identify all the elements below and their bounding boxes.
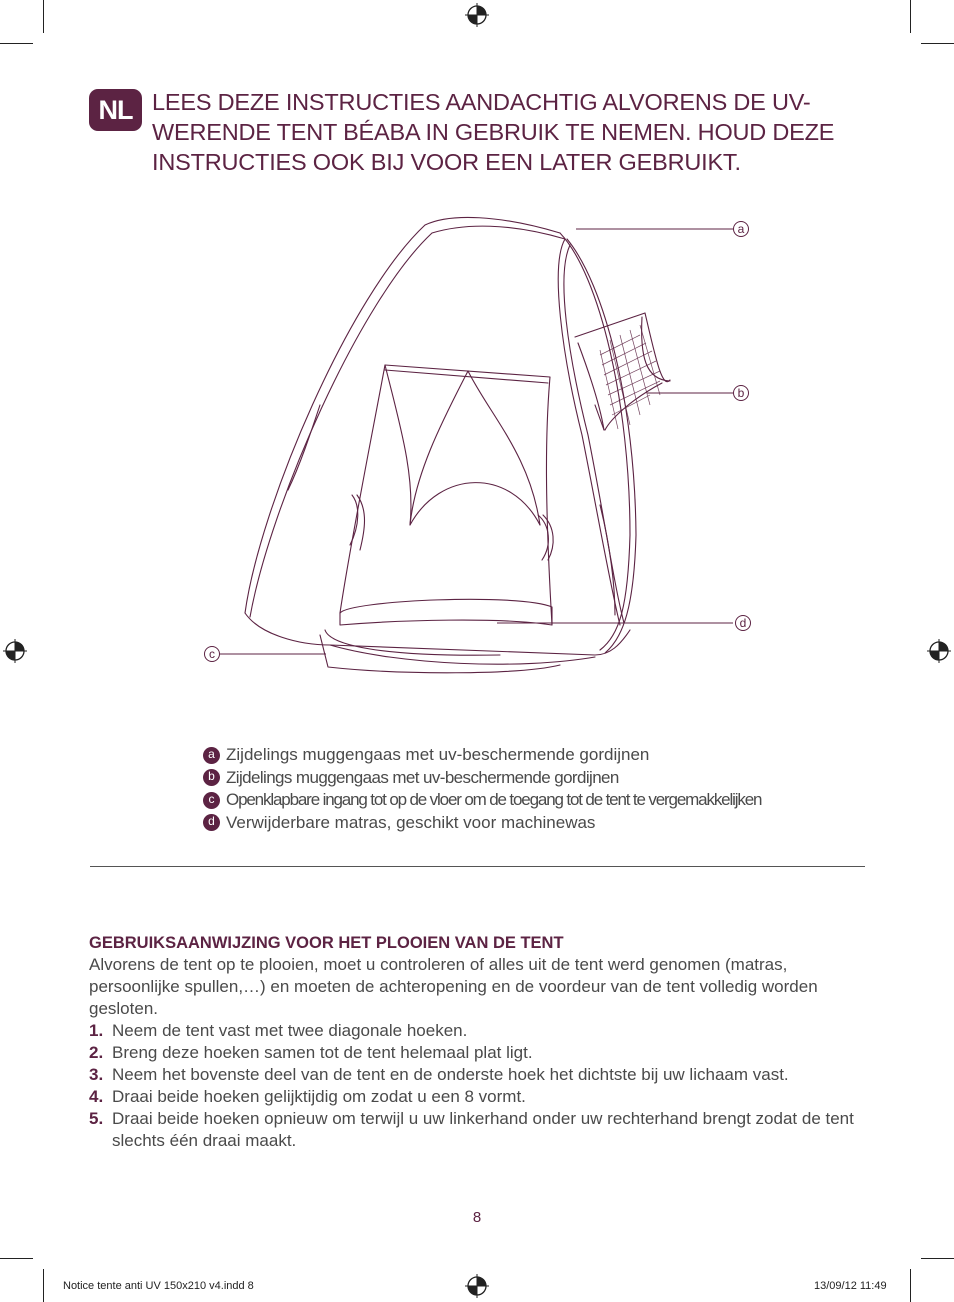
- legend-item: [203, 767, 883, 790]
- crop-mark: [43, 1269, 44, 1302]
- instructions-intro: Alvorens de tent op te plooien, moet u controleren of alles uit de tent werd genomen (matras, persoonlijke spullen,…) en moeten de achteropening en de voordeur van de tent volledig worden gesloten.: [89, 955, 818, 1018]
- callout-c: c: [204, 646, 220, 662]
- footer-datetime: 13/09/12 11:49: [814, 1280, 887, 1292]
- folding-instructions: [89, 932, 869, 1152]
- instruction-step: [89, 1042, 869, 1064]
- legend-key: d: [203, 814, 220, 831]
- step-text: Draai beide hoeken opnieuw om terwijl u uw linkerhand onder uw rechterhand brengt zodat de tent slechts één draai maakt.: [112, 1109, 854, 1150]
- crop-mark: [43, 0, 44, 33]
- step-text: Breng deze hoeken samen tot de tent helemaal plat ligt.: [112, 1043, 533, 1062]
- step-number: 3.: [89, 1065, 104, 1084]
- step-number: 1.: [89, 1021, 104, 1040]
- legend-key: a: [203, 747, 220, 764]
- step-number: 2.: [89, 1043, 104, 1062]
- legend-key: c: [203, 792, 220, 809]
- instruction-step: [89, 1064, 869, 1086]
- crop-mark: [0, 43, 33, 44]
- crop-mark: [0, 1258, 33, 1259]
- legend-key: b: [203, 769, 220, 786]
- crop-mark: [921, 43, 954, 44]
- step-text: Draai beide hoeken gelijktijdig om zodat u een 8 vormt.: [112, 1087, 526, 1106]
- step-number: 4.: [89, 1087, 104, 1106]
- registration-mark-icon: [927, 639, 951, 663]
- page-number: 8: [472, 1209, 482, 1226]
- language-badge: NL: [89, 89, 142, 131]
- step-text: Neem de tent vast met twee diagonale hoeken.: [112, 1021, 468, 1040]
- callout-b: b: [733, 385, 749, 401]
- tent-illustration: [200, 205, 760, 685]
- title-line: INSTRUCTIES OOK BIJ VOOR EEN LATER GEBRUIKT.: [152, 149, 741, 175]
- instructions-title: GEBRUIKSAANWIJZING VOOR HET PLOOIEN VAN DE TENT: [89, 934, 564, 952]
- crop-mark: [910, 0, 911, 33]
- callout-d: d: [735, 615, 751, 631]
- crop-mark: [921, 1258, 954, 1259]
- legend-text: Openklapbare ingang tot op de vloer om de toegang tot de tent te vergemakkelijken: [226, 790, 762, 810]
- title-line: LEES DEZE INSTRUCTIES AANDACHTIG ALVORENS DE UV-: [152, 89, 811, 115]
- legend-item: [203, 789, 883, 812]
- legend-text: Zijdelings muggengaas met uv-beschermende gordijnen: [226, 745, 650, 765]
- section-divider: [90, 866, 865, 867]
- registration-mark-icon: [465, 1274, 489, 1298]
- legend-text: Verwijderbare matras, geschikt voor machinewas: [226, 812, 596, 832]
- step-number: 5.: [89, 1109, 104, 1128]
- legend-item: [203, 812, 883, 835]
- instruction-step: [89, 1108, 869, 1152]
- instruction-step: [89, 1020, 869, 1042]
- footer-filename: Notice tente anti UV 150x210 v4.indd 8: [63, 1280, 254, 1292]
- registration-mark-icon: [465, 3, 489, 27]
- title-line: WERENDE TENT BÉABA IN GEBRUIK TE NEMEN. HOUD DEZE: [152, 119, 835, 145]
- registration-mark-icon: [3, 639, 27, 663]
- step-text: Neem het bovenste deel van de tent en de onderste hoek het dichtste bij uw lichaam vast.: [112, 1065, 789, 1084]
- page-title: [152, 87, 852, 177]
- instruction-step: [89, 1086, 869, 1108]
- legend-item: [203, 744, 883, 767]
- legend-text: Zijdelings muggengaas met uv-beschermende gordijnen: [226, 767, 619, 787]
- callout-a: a: [733, 221, 749, 237]
- parts-legend: [203, 744, 883, 834]
- crop-mark: [910, 1269, 911, 1302]
